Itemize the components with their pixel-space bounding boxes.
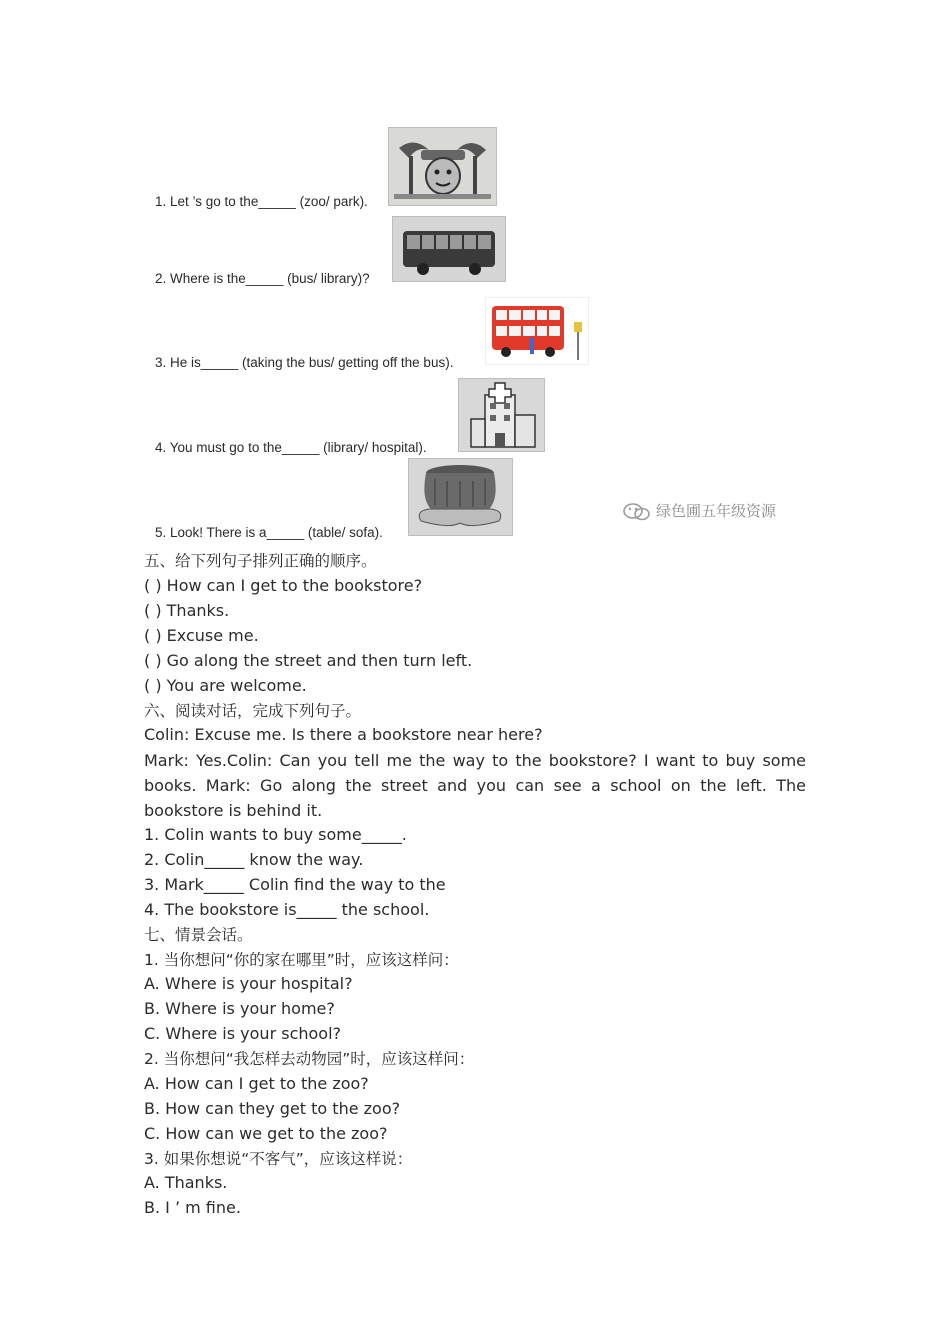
picture-question-1: 1. Let ’s go to the_____ (zoo/ park). — [155, 194, 368, 209]
red-bus-image — [485, 297, 589, 365]
section5-item-5: ( ) You are welcome. — [144, 676, 307, 695]
hospital-image — [458, 378, 545, 452]
section7-title: 七、情景会话。 — [144, 926, 253, 944]
picture-question-5: 5. Look! There is a_____ (table/ sofa). — [155, 525, 383, 540]
section6-title: 六、阅读对话，完成下列句子。 — [144, 702, 362, 720]
watermark — [622, 500, 776, 523]
section6-question-4: 4. The bookstore is_____ the school. — [144, 900, 430, 919]
bus-image — [392, 216, 506, 282]
section5-item-4: ( ) Go along the street and then turn left. — [144, 651, 473, 670]
section7-q3-option-a: A. Thanks. — [144, 1173, 228, 1192]
section6-dialogue-paragraph: Mark: Yes.Colin: Can you tell me the way to the bookstore? I want to buy some books. Mark: Go along the street and you can see a school on the left. The bookstore is behind it. — [144, 751, 806, 820]
section7-question-1: 1. 当你想问“你的家在哪里”时，应该这样问： — [144, 951, 459, 969]
wechat-logo-icon — [622, 501, 652, 523]
sofa-image — [408, 458, 513, 536]
watermark-text: 绿色圃五年级资源 — [656, 502, 777, 520]
picture-question-4: 4. You must go to the_____ (library/ hospital). — [155, 440, 427, 455]
section7-q1-option-a: A. Where is your hospital? — [144, 974, 353, 993]
section5-item-1: ( ) How can I get to the bookstore? — [144, 576, 423, 595]
section7-question-2: 2. 当你想问“我怎样去动物园”时，应该这样问： — [144, 1050, 475, 1068]
section6-question-1: 1. Colin wants to buy some_____. — [144, 825, 407, 844]
section7-q1-option-c: C. Where is your school? — [144, 1024, 342, 1043]
section7-q3-option-b: B. I ’ m fine. — [144, 1198, 241, 1217]
section6-question-2: 2. Colin_____ know the way. — [144, 850, 364, 869]
picture-question-2: 2. Where is the_____ (bus/ library)? — [155, 271, 370, 286]
section5-item-3: ( ) Excuse me. — [144, 626, 259, 645]
section7-question-3: 3. 如果你想说“不客气”，应该这样说： — [144, 1150, 413, 1168]
section7-q1-option-b: B. Where is your home? — [144, 999, 335, 1018]
section5-item-2: ( ) Thanks. — [144, 601, 230, 620]
picture-question-3: 3. He is_____ (taking the bus/ getting off the bus). — [155, 355, 454, 370]
section7-q2-option-b: B. How can they get to the zoo? — [144, 1099, 401, 1118]
zoo-gate-image — [388, 127, 497, 206]
section5-title: 五、给下列句子排列正确的顺序。 — [144, 552, 377, 570]
section7-q2-option-a: A. How can I get to the zoo? — [144, 1074, 369, 1093]
section6-question-3: 3. Mark_____ Colin find the way to the — [144, 875, 446, 894]
section7-q2-option-c: C. How can we get to the zoo? — [144, 1124, 388, 1143]
section6-dialogue-line1: Colin: Excuse me. Is there a bookstore near here? — [144, 725, 543, 744]
